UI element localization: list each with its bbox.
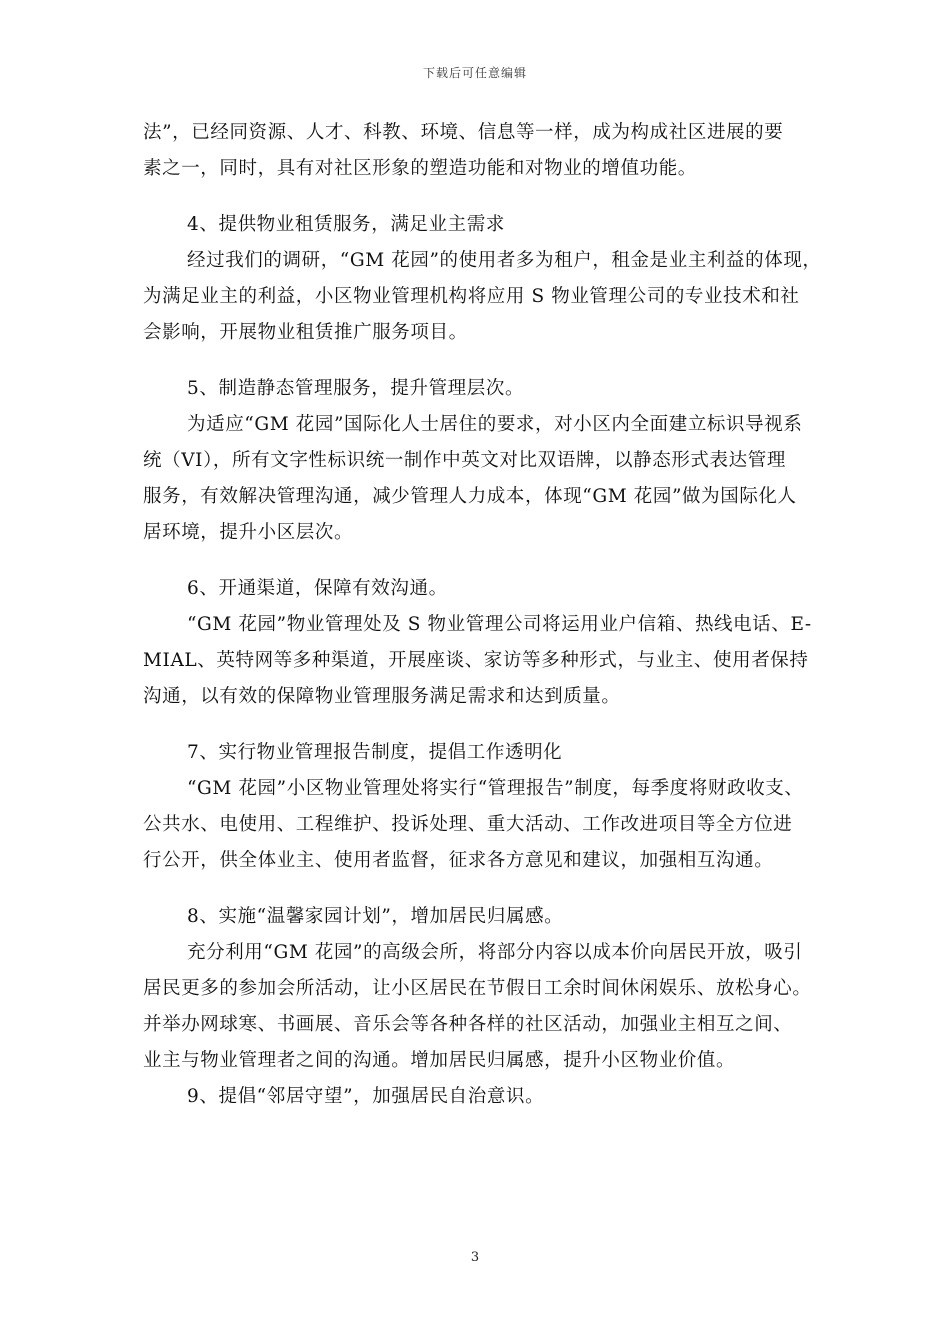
body-line: 充分利用“GM 花园”的高级会所，将部分内容以成本价向居民开放，吸引: [187, 942, 803, 963]
body-line: 行公开，供全体业主、使用者监督，征求各方意见和建议，加强相互沟通。: [143, 850, 774, 871]
body-line: 素之一，同时，具有对社区形象的塑造功能和对物业的增值功能。: [143, 158, 697, 179]
section-heading-9: 9、提倡“邻居守望”，加强居民自治意识。: [187, 1086, 545, 1107]
body-line: 服务，有效解决管理沟通，减少管理人力成本，体现“GM 花园”做为国际化人: [143, 486, 797, 507]
body-line: 为适应“GM 花园”国际化人士居住的要求，对小区内全面建立标识导视系: [187, 414, 803, 435]
section-heading-8: 8、实施“温馨家园计划”，增加居民归属感。: [187, 906, 564, 927]
body-line: 为满足业主的利益，小区物业管理机构将应用 S 物业管理公司的专业技术和社: [143, 286, 800, 307]
body-line: 业主与物业管理者之间的沟通。增加居民归属感，提升小区物业价值。: [143, 1050, 736, 1071]
section-heading-4: 4、提供物业租赁服务，满足业主需求: [187, 214, 505, 235]
body-line: 法”，已经同资源、人才、科教、环境、信息等一样，成为构成社区进展的要: [143, 122, 784, 143]
body-line: “GM 花园”物业管理处及 S 物业管理公司将运用业户信箱、热线电话、E-: [187, 614, 812, 635]
body-line: MIAL、英特网等多种渠道，开展座谈、家访等多种形式，与业主、使用者保持: [143, 650, 809, 671]
section-heading-6: 6、开通渠道，保障有效沟通。: [187, 578, 448, 599]
section-heading-5: 5、制造静态管理服务，提升管理层次。: [187, 378, 525, 399]
body-line: “GM 花园”小区物业管理处将实行“管理报告”制度，每季度将财政收支、: [187, 778, 804, 799]
body-line: 公共水、电使用、工程维护、投诉处理、重大活动、工作改进项目等全方位进: [143, 814, 793, 835]
section-heading-7: 7、实行物业管理报告制度，提倡工作透明化: [187, 742, 563, 763]
body-line: 会影响，开展物业租赁推广服务项目。: [143, 322, 468, 343]
body-line: 居民更多的参加会所活动，让小区居民在节假日工余时间休闲娱乐、放松身心。: [143, 978, 812, 999]
page-number: 3: [470, 1250, 480, 1265]
body-line: 沟通，以有效的保障物业管理服务满足需求和达到质量。: [143, 686, 621, 707]
body-line: 统（VI），所有文字性标识统一制作中英文对比双语牌，以静态形式表达管理: [143, 450, 786, 471]
document-body: [143, 120, 822, 1120]
body-line: 并举办网球寒、书画展、音乐会等各种各样的社区活动，加强业主相互之间、: [143, 1014, 793, 1035]
body-line: 经过我们的调研，“GM 花园”的使用者多为租户，租金是业主利益的体现，: [187, 250, 822, 271]
body-line: 居环境，提升小区层次。: [143, 522, 354, 543]
header-note: 下载后可任意编辑: [422, 66, 527, 80]
